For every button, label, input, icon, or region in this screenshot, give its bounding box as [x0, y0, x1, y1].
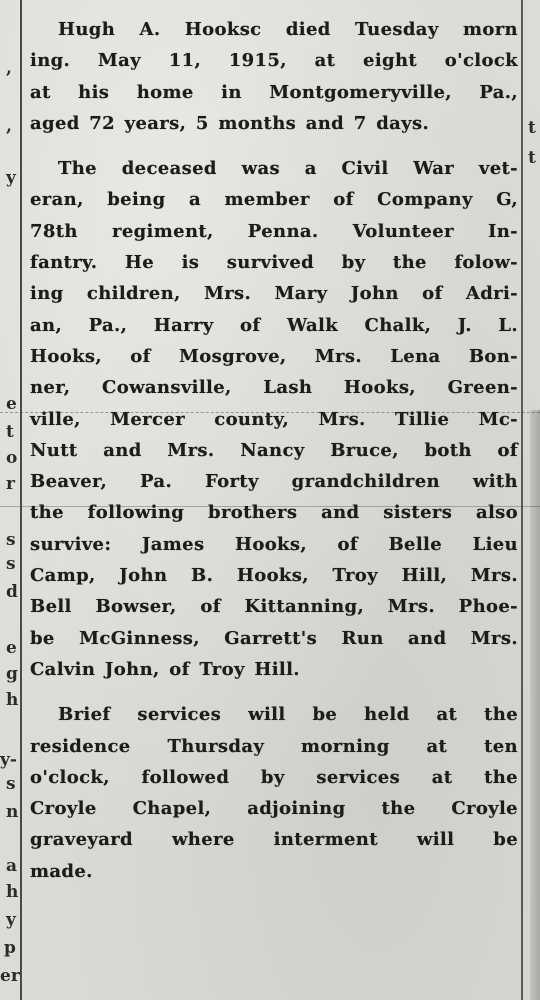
- left-fragment: ,: [6, 116, 12, 136]
- left-fragment: t: [6, 422, 14, 442]
- text-line: Brief services will be held at the: [58, 704, 518, 726]
- text-line: Hooks, of Mosgrove, Mrs. Lena Bon-: [30, 345, 518, 367]
- left-fragment: h: [6, 882, 19, 902]
- obituary-text: [30, 14, 518, 887]
- text-line: Calvin John, of Troy Hill.: [30, 658, 300, 680]
- text-line: at his home in Montgomeryville, Pa.,: [30, 81, 518, 103]
- text-line: an, Pa., Harry of Walk Chalk, J. L.: [30, 314, 518, 336]
- left-fragment: ,: [6, 58, 12, 78]
- left-fragment: p: [4, 938, 16, 958]
- left-fragment: o: [6, 448, 18, 468]
- text-line: ing children, Mrs. Mary John of Adri-: [30, 283, 518, 305]
- left-fragment: d: [6, 582, 18, 602]
- column-rule-left: [20, 0, 22, 1000]
- left-fragment: y: [6, 168, 16, 188]
- adjacent-column-right: [524, 0, 540, 1000]
- left-fragment: y-: [0, 750, 17, 770]
- left-fragment: r: [6, 474, 15, 494]
- text-line: ville, Mercer county, Mrs. Tillie Mc-: [30, 408, 518, 430]
- left-fragment: y: [6, 910, 16, 930]
- left-fragment: h: [6, 690, 19, 710]
- column-rule-right: [521, 0, 523, 1000]
- text-line: graveyard where interment will be: [30, 829, 518, 851]
- text-line: Bell Bowser, of Kittanning, Mrs. Phoe-: [30, 596, 518, 618]
- left-fragment: a: [6, 856, 18, 876]
- left-fragment: e: [6, 394, 17, 414]
- text-line: Croyle Chapel, adjoining the Croyle: [30, 798, 518, 820]
- text-line: ner, Cowansville, Lash Hooks, Green-: [30, 377, 518, 399]
- text-line: residence Thursday morning at ten: [30, 735, 518, 757]
- text-line: the following brothers and sisters also: [30, 502, 518, 524]
- left-fragment: s: [6, 554, 16, 574]
- adjacent-column-left: [0, 0, 20, 1000]
- left-fragment: g: [6, 664, 18, 684]
- left-fragment: s: [6, 774, 16, 794]
- left-fragment: e: [6, 638, 17, 658]
- text-line: aged 72 years, 5 months and 7 days.: [30, 112, 430, 134]
- text-line: ing. May 11, 1915, at eight o'clock: [30, 50, 518, 72]
- left-fragment: s: [6, 530, 16, 550]
- text-line: be McGinness, Garrett's Run and Mrs.: [30, 627, 518, 649]
- right-fragment: t: [528, 148, 536, 168]
- text-line: fantry. He is survived by the folow-: [30, 252, 518, 274]
- left-fragment: er: [0, 966, 20, 986]
- left-fragment: n: [6, 802, 19, 822]
- text-line: 78th regiment, Penna. Volunteer In-: [30, 220, 518, 242]
- text-line: o'clock, followed by services at the: [30, 766, 518, 788]
- text-line: made.: [30, 860, 93, 882]
- text-line: The deceased was a Civil War vet-: [58, 158, 518, 180]
- text-line: Beaver, Pa. Forty grandchildren with: [30, 471, 518, 493]
- text-line: Hugh A. Hooksc died Tuesday morn: [58, 19, 518, 40]
- text-line: survive: James Hooks, of Belle Lieu: [30, 533, 518, 555]
- text-line: eran, being a member of Company G,: [30, 189, 518, 211]
- text-line: Nutt and Mrs. Nancy Bruce, both of: [30, 439, 518, 461]
- right-fragment: t: [528, 118, 536, 138]
- text-line: Camp, John B. Hooks, Troy Hill, Mrs.: [30, 565, 518, 587]
